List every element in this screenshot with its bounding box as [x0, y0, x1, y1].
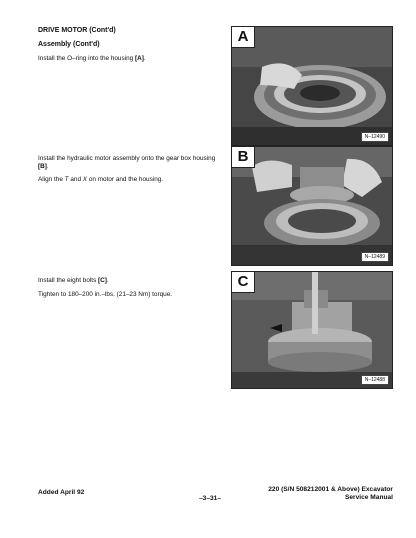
step-text: Install the hydraulic motor assembly onto the gear box housing	[38, 155, 216, 162]
footer-manual-type: Service Manual	[344, 493, 393, 501]
step-torque	[38, 291, 218, 299]
mark-x: X	[82, 176, 88, 183]
footer-added-date: Added April 92	[38, 489, 85, 496]
figure-c-image	[232, 272, 392, 388]
figure-b-image	[232, 147, 392, 265]
figure-letter: B	[232, 147, 255, 168]
figure-code: N–12488	[361, 375, 389, 385]
figure-ref: [B]	[38, 163, 47, 171]
figure-c-photo	[231, 271, 393, 389]
figure-code: N–12489	[361, 252, 389, 262]
section-title: DRIVE MOTOR (Cont'd)	[38, 27, 116, 34]
step-text: Install the O–ring into the housing	[38, 55, 135, 62]
figure-letter: C	[232, 272, 255, 293]
step-text: Install the eight bolts	[38, 277, 99, 284]
step-text: Align the	[38, 176, 65, 183]
figure-code: N–12490	[361, 132, 389, 142]
step-install-o-ring	[38, 55, 218, 63]
subsection-title: Assembly (Cont'd)	[38, 41, 100, 48]
footer-model: 220 (S/N 508212001 & Above) Excavator	[268, 486, 393, 493]
step-text: .	[46, 163, 49, 171]
step-text: and	[68, 176, 83, 183]
figure-letter: A	[232, 27, 255, 48]
figure-ref: [A]	[135, 55, 144, 62]
step-text: .	[106, 277, 109, 284]
step-install-bolts	[38, 277, 218, 285]
figure-a-photo	[231, 26, 393, 146]
step-text: Tighten to 180–200 in.–lbs. (21–23 Nm) torque.	[38, 291, 173, 298]
step-install-motor	[38, 155, 220, 172]
step-align-marks	[38, 176, 220, 184]
footer-manual-title	[268, 486, 393, 501]
page-number: –3–31–	[198, 495, 221, 502]
figure-ref: [C]	[98, 277, 107, 284]
figure-b-photo	[231, 146, 393, 266]
mark-t: T	[64, 176, 69, 183]
figure-a-image	[232, 27, 392, 145]
step-text: .	[143, 55, 146, 62]
step-text: on motor and the housing.	[87, 176, 164, 183]
